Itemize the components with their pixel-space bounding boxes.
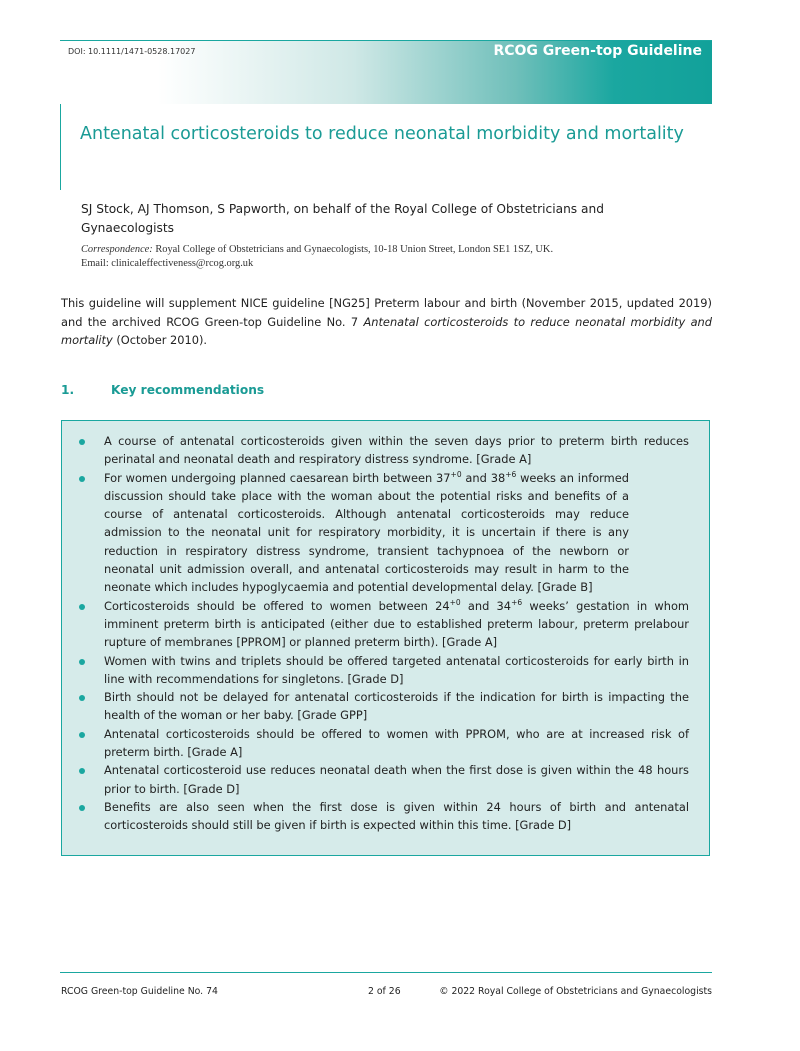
guideline-brand: RCOG Green-top Guideline [493, 43, 702, 59]
authors: SJ Stock, AJ Thomson, S Papworth, on behalf of the Royal College of Obstetricians and Gynaecologists [81, 202, 604, 235]
bullet-icon [79, 732, 85, 738]
page-title: Antenatal corticosteroids to reduce neonatal morbidity and mortality [80, 124, 684, 144]
doi-text: DOI: 10.1111/1471-0528.17027 [68, 47, 196, 56]
title-side-rule [60, 104, 61, 190]
section-number: 1. [61, 383, 75, 397]
recommendation-item [62, 688, 689, 725]
recommendation-text: Birth should not be delayed for antenatal corticosteroids if the indication for birth is impacting the health of the woman or her baby. [Grade GPP] [104, 690, 689, 723]
recommendation-text: Antenatal corticosteroid use reduces neonatal death when the first dose is given within the 48 hours prior to birth. [Grade D] [104, 763, 689, 796]
correspondence-label: Correspondence: [81, 244, 153, 255]
key-recommendations-box [61, 420, 710, 856]
bullet-icon [79, 604, 85, 610]
bullet-icon [79, 476, 85, 482]
recommendation-item [62, 652, 689, 689]
correspondence-address: Royal College of Obstetricians and Gynaecologists, 10-18 Union Street, London SE1 1SZ, UK. [152, 244, 554, 255]
intro-text-1: This guideline will supplement NICE guideline [NG25] Preterm labour and birth (November 2015, updated 2019) and the archived RCOG Green-top Guideline No. 7 [61, 296, 712, 329]
recommendation-item [62, 725, 689, 762]
superscript: +6 [511, 597, 523, 607]
footer-rule [60, 972, 712, 973]
bullet-icon [79, 439, 85, 445]
recommendation-item [62, 432, 689, 469]
bullet-icon [79, 768, 85, 774]
intro-italic-title: Antenatal corticosteroids to reduce neonatal morbidity and mortality [61, 314, 713, 347]
header-rule [60, 40, 712, 41]
recommendation-list [62, 432, 711, 835]
section-title: Key recommendations [111, 383, 265, 397]
section-heading [61, 383, 264, 397]
superscript: +6 [505, 469, 517, 479]
recommendation-item [62, 469, 689, 597]
recommendation-text: For women undergoing planned caesarean birth between $37^{+0}$ and $38^{+6}$ weeks an informed discussion should take place with the woman about the potential risks and benefits of a course of antenatal corticosteroids. Although antenatal corticosteroids may reduce admission to the neonatal unit for respiratory morbidity, it is uncertain if there is any reduction in respiratory distress syndrome, transient tachypnoea of the newborn or neonatal unit admission overall, and antenatal corticosteroids may result in harm to the neonate which includes hypoglycaemia and potential developmental delay. [Grade B] [104, 469, 629, 595]
recommendation-item [62, 597, 689, 652]
bullet-icon [79, 805, 85, 811]
correspondence [81, 243, 721, 270]
recommendation-text: Corticosteroids should be offered to women between $24^{+0}$ and $34^{+6}$ weeks’ gestation in whom imminent preterm birth is anticipated (either due to established preterm labour, preterm prelabour rupture of membranes [PPROM] or planned preterm birth). [Grade A] [104, 597, 690, 650]
recommendation-text: Antenatal corticosteroids should be offered to women with PPROM, who are at increased risk of preterm birth. [Grade A] [104, 726, 689, 760]
recommendation-item [62, 798, 689, 835]
correspondence-email[interactable]: Email: clinicaleffectiveness@rcog.org.uk [81, 257, 254, 269]
footer-page-number: 2 of 26 [368, 986, 401, 997]
bullet-icon [79, 659, 85, 665]
bullet-icon [79, 695, 85, 701]
recommendation-text: Benefits are also seen when the first dose is given within 24 hours of birth and antenatal corticosteroids should still be given if birth is expected within this time. [Grade D] [104, 799, 689, 833]
footer-guideline-number: RCOG Green-top Guideline No. 74 [61, 986, 218, 997]
footer-copyright: © 2022 Royal College of Obstetricians and Gynaecologists [439, 986, 712, 997]
superscript: +0 [449, 597, 461, 607]
recommendation-item [62, 761, 689, 798]
recommendation-text: Women with twins and triplets should be offered targeted antenatal corticosteroids for early birth in line with recommendations for singletons. [Grade D] [104, 653, 689, 686]
superscript: +0 [450, 469, 462, 479]
intro-text-2: (October 2010). [112, 333, 208, 347]
recommendation-text: A course of antenatal corticosteroids given within the seven days prior to preterm birth reduces perinatal and neonatal death and respiratory distress syndrome. [Grade A] [104, 434, 689, 467]
intro-paragraph [61, 294, 712, 350]
